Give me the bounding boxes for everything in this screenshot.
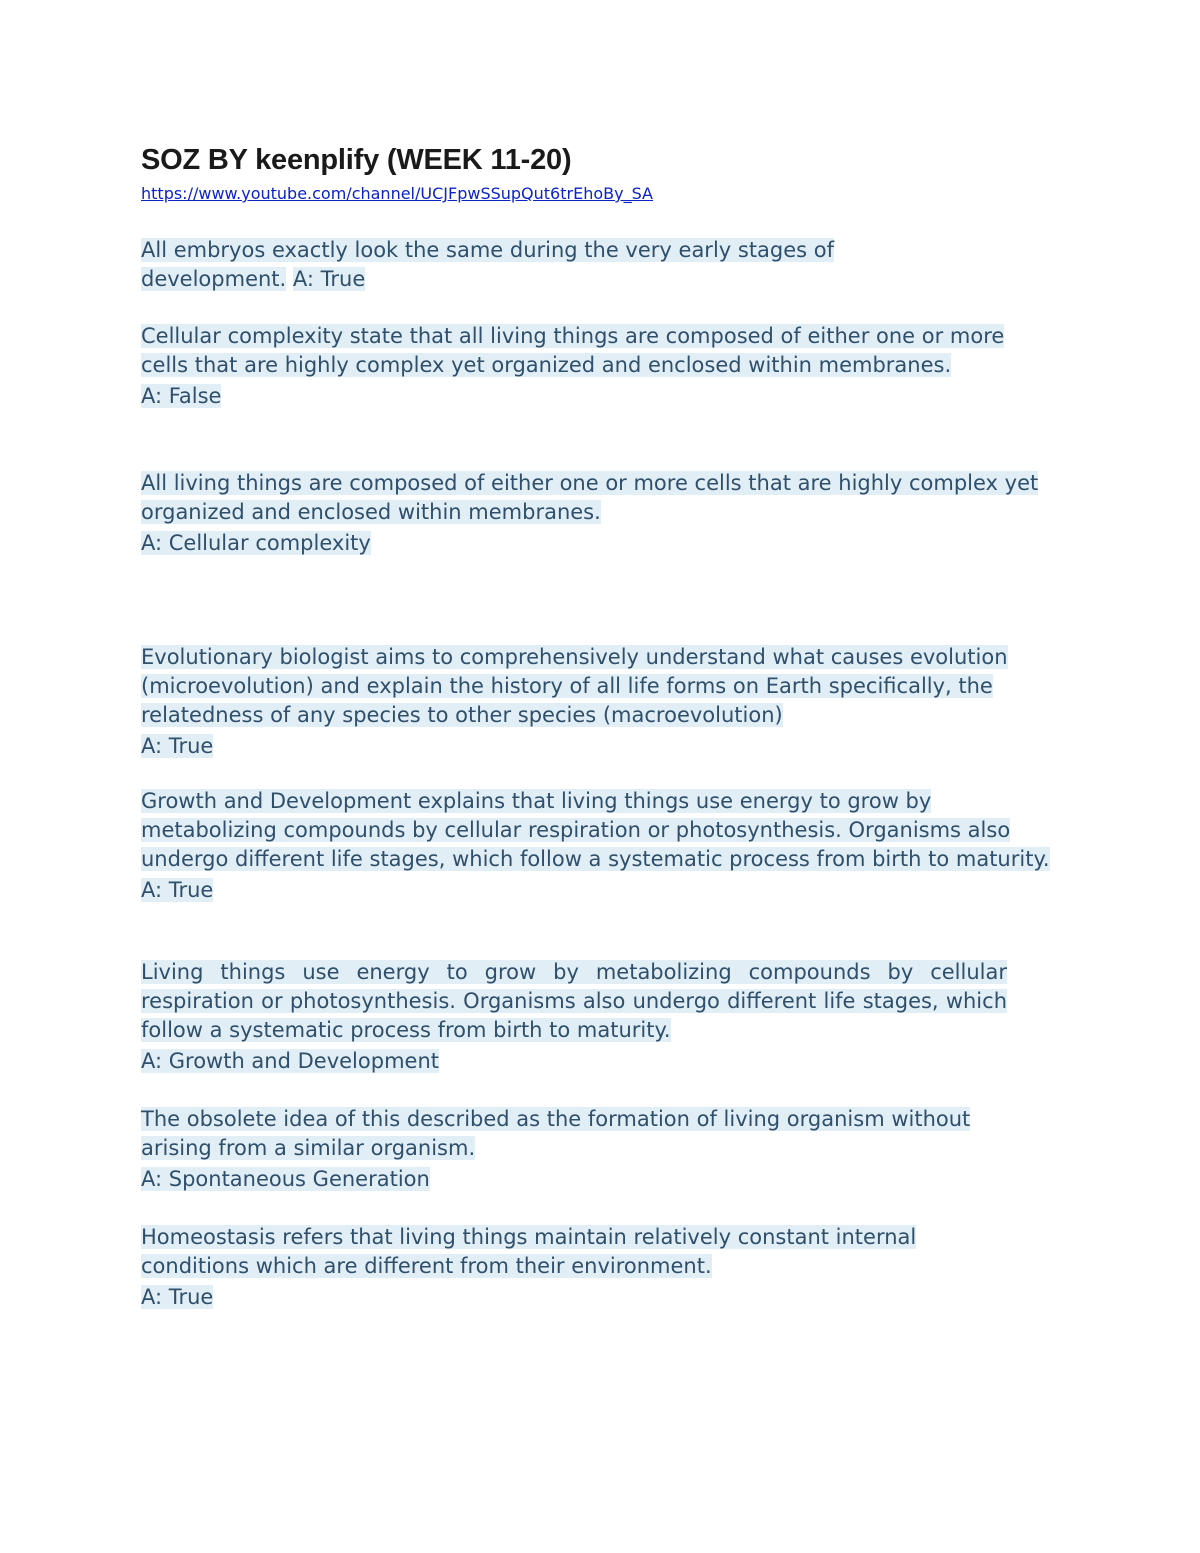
qa-item-1 [141,236,901,294]
answer-text: A: Spontaneous Generation [141,1167,430,1191]
qa-item-6 [141,958,1007,1076]
qa-item-4 [141,643,1031,761]
qa-item-3 [141,469,1071,558]
answer-text: A: True [141,878,214,902]
answer-text: A: True [292,267,366,291]
youtube-channel-link[interactable]: https://www.youtube.com/channel/UCJFpwSSupQut6trEhoBy_SA [141,184,653,203]
answer-text: A: Cellular complexity [141,531,371,555]
qa-item-2 [141,322,1021,411]
question-text: Evolutionary biologist aims to comprehensively understand what causes evolution (microevolution) and explain the history of all life forms on Earth specifically, the relatedness of any species to other species (macroevolution) [141,645,1008,727]
question-text: Cellular complexity state that all living things are composed of either one or more cells that are highly complex yet organized and enclosed within membranes. [141,324,1005,377]
question-text: Homeostasis refers that living things maintain relatively constant internal conditions which are different from their environment. [141,1225,917,1278]
qa-item-5 [141,787,1071,905]
question-text: The obsolete idea of this described as the formation of living organism without arising from a similar organism. [141,1107,971,1160]
question-text: All living things are composed of either one or more cells that are highly complex yet organized and enclosed within membranes. [141,471,1039,524]
answer-text: A: Growth and Development [141,1049,439,1073]
question-text: All embryos exactly look the same during the very early stages of development. [141,238,835,291]
qa-item-8 [141,1223,1001,1312]
document-page [141,138,1071,1309]
answer-text: A: True [141,1285,214,1309]
document-title: SOZ BY keenplify (WEEK 11-20) [141,144,572,176]
answer-text: A: False [141,384,222,408]
answer-text: A: True [141,734,214,758]
question-text: Growth and Development explains that living things use energy to grow by metabolizing compounds by cellular respiration or photosynthesis. Organisms also undergo different life stages, which follow a systematic process from birth to maturity. [141,789,1050,871]
qa-item-7 [141,1105,1041,1194]
question-text: Living things use energy to grow by metabolizing compounds by cellular respiration or photosynthesis. Organisms also undergo different life stages, which follow a systematic process from birth to maturity. [141,960,1007,1042]
